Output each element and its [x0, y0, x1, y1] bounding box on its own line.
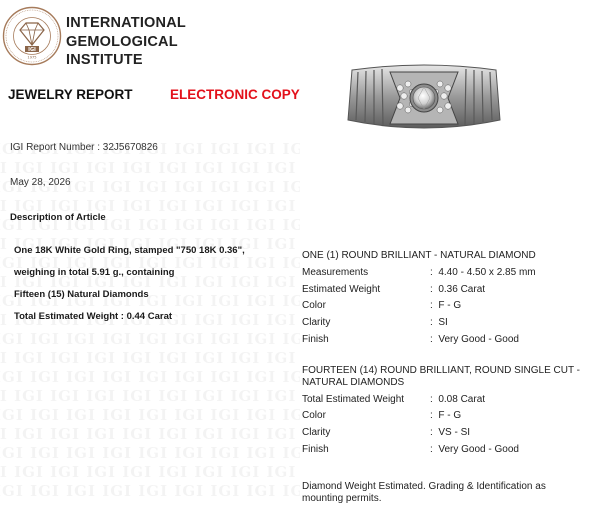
spec-label: Total Estimated Weight — [302, 394, 405, 405]
center-stone-heading: ONE (1) ROUND BRILLIANT - NATURAL DIAMOND — [302, 250, 536, 261]
spec-value: : F - G — [430, 410, 462, 421]
spec-value: : 0.36 Carat — [430, 284, 486, 295]
watermark-row — [0, 368, 300, 386]
description-line: Total Estimated Weight : 0.44 Carat — [14, 311, 173, 322]
watermark-row — [0, 482, 300, 500]
watermark-row — [0, 425, 300, 443]
description-line: One 18K White Gold Ring, stamped "750 18K 0.36", — [14, 245, 245, 256]
spec-value: : VS - SI — [430, 427, 471, 438]
seal-letters: IGI — [28, 47, 36, 53]
ring-photo — [344, 62, 504, 134]
side-stones-heading-line: NATURAL DIAMONDS — [302, 377, 405, 388]
org-line: INSTITUTE — [66, 52, 143, 68]
description-line: weighing in total 5.91 g., containing — [14, 267, 175, 278]
watermark-pattern — [0, 140, 300, 511]
spec-label: Color — [302, 410, 326, 421]
footer-note — [302, 481, 546, 505]
spec-label: Estimated Weight — [302, 284, 381, 295]
side-stones-heading-line: FOURTEEN (14) ROUND BRILLIANT, ROUND SINGLE CUT - — [302, 365, 581, 376]
spec-label: Measurements — [302, 267, 369, 278]
side-stones-heading — [302, 365, 580, 389]
watermark-row — [0, 444, 300, 462]
spec-label: Finish — [302, 444, 329, 455]
report-date: May 28, 2026 — [10, 177, 71, 188]
watermark-row — [0, 349, 300, 367]
igi-seal-logo — [2, 6, 62, 66]
org-line: GEMOLOGICAL — [66, 33, 178, 50]
organization-name — [66, 14, 186, 70]
spec-value: : SI — [430, 317, 448, 328]
watermark-row — [0, 406, 300, 424]
spec-label: Clarity — [302, 317, 331, 328]
spec-value: : Very Good - Good — [430, 334, 519, 345]
description-line: Fifteen (15) Natural Diamonds — [14, 289, 149, 300]
spec-label: Finish — [302, 334, 329, 345]
spec-value: : Very Good - Good — [430, 444, 519, 455]
watermark-row — [0, 387, 300, 405]
watermark-row — [0, 330, 300, 348]
report-number: IGI Report Number : 32J5670826 — [10, 142, 158, 153]
spec-value: : 0.08 Carat — [430, 394, 486, 405]
footer-note-line: mounting permits. — [302, 493, 382, 504]
spec-label: Clarity — [302, 427, 331, 438]
spec-value: : F - G — [430, 300, 462, 311]
watermark-row — [0, 463, 300, 481]
watermark-row — [0, 159, 300, 177]
spec-label: Color — [302, 300, 326, 311]
seal-year: 1975 — [27, 55, 37, 60]
spec-value: : 4.40 - 4.50 x 2.85 mm — [430, 267, 536, 278]
electronic-copy-label: ELECTRONIC COPY — [170, 87, 300, 102]
org-line: INTERNATIONAL — [66, 15, 186, 31]
description-heading: Description of Article — [10, 212, 106, 223]
report-title: JEWELRY REPORT — [8, 87, 133, 102]
footer-note-line: Diamond Weight Estimated. Grading & Identification as — [302, 481, 546, 492]
